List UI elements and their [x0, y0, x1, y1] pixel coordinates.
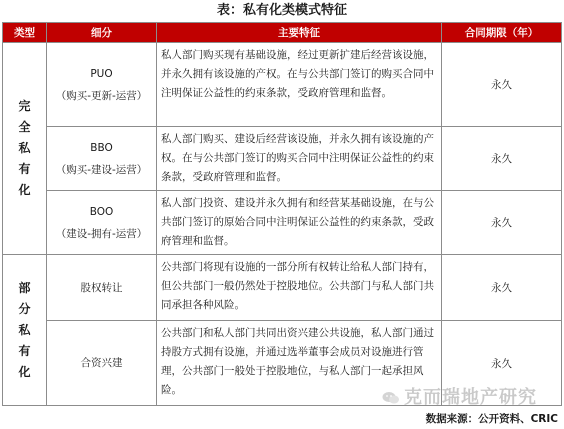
feature-cell: 私人部门购买、建设后经营该设施，并永久拥有该设施的产权。在与公共部门签订的购买合同中注明保证公益性的约束条款，受政府管理和监督。 [157, 127, 442, 191]
feature-cell: 私人部门购买现有基础设施，经过更新扩建后经营该设施，并永久拥有该设施的产权。在与公共部门签订的购买合同中注明保证公益性的约束条款，受政府管理和监督。 [157, 43, 442, 127]
wechat-icon [382, 391, 400, 405]
feature-cell: 私人部门投资、建设并永久拥有和经营某基础设施，在与公共部门签订的原始合同中注明保证公益性的约束条款，受政府管理和监督。 [157, 191, 442, 255]
category-char: 有 [18, 343, 31, 358]
period-cell: 永久 [442, 255, 562, 321]
category-char: 化 [18, 183, 31, 197]
period-cell: 永久 [442, 127, 562, 191]
subdivision-name: BBO [90, 141, 113, 154]
table-row [3, 191, 562, 255]
category-char: 私 [18, 141, 31, 155]
category-char: 私 [18, 322, 31, 337]
subdivision-cell [47, 127, 157, 191]
category-partial-privatization [3, 255, 47, 406]
table-title: 表：私有化类模式特征 [216, 3, 347, 18]
subdivision-cell [47, 191, 157, 255]
watermark-text: 克而瑞地产研究 [404, 387, 537, 408]
subdivision-cell [47, 255, 157, 321]
header-features: 主要特征 [157, 23, 442, 43]
period-cell: 永久 [442, 321, 562, 406]
feature-cell: 公共部门和私人部门共同出资兴建公共设施，私人部门通过持股方式拥有设施，并通过选举董事会成员对设施进行管理，公共部门一般处于控股地位，与私人部门一起承担风险。 [157, 321, 442, 406]
category-char: 部 [18, 280, 31, 295]
category-char: 全 [18, 120, 31, 134]
feature-cell: 公共部门将现有设施的一部分所有权转让给私人部门持有，但公共部门一般仍然处于控股地位。公共部门与私人部门共同承担各种风险。 [157, 255, 442, 321]
subdivision-desc: （建设-拥有-运营） [55, 227, 148, 240]
subdivision-name: 股权转让 [80, 281, 123, 294]
table-row [3, 127, 562, 191]
header-type: 类型 [3, 23, 47, 43]
subdivision-cell [47, 43, 157, 127]
data-source: 数据来源：公开资料、CRIC [425, 413, 558, 425]
table-row [3, 43, 562, 127]
watermark [382, 383, 537, 409]
category-char: 化 [18, 364, 31, 379]
period-cell: 永久 [442, 191, 562, 255]
subdivision-name: BOO [89, 205, 114, 218]
category-char: 有 [18, 162, 31, 176]
subdivision-name: 合资兴建 [80, 357, 123, 369]
category-char: 完 [18, 99, 31, 113]
table-header-row [3, 23, 562, 43]
subdivision-name: PUO [90, 67, 113, 80]
subdivision-desc: （购买-更新-运营） [55, 89, 148, 102]
subdivision-cell [47, 321, 157, 406]
table-row [3, 255, 562, 321]
period-cell: 永久 [442, 43, 562, 127]
header-subdivision: 细分 [47, 23, 157, 43]
header-period: 合同期限（年） [442, 23, 562, 43]
subdivision-desc: （购买-建设-运营） [55, 163, 148, 176]
private-model-table [2, 22, 562, 406]
category-char: 分 [18, 301, 31, 316]
category-full-privatization [3, 43, 47, 255]
